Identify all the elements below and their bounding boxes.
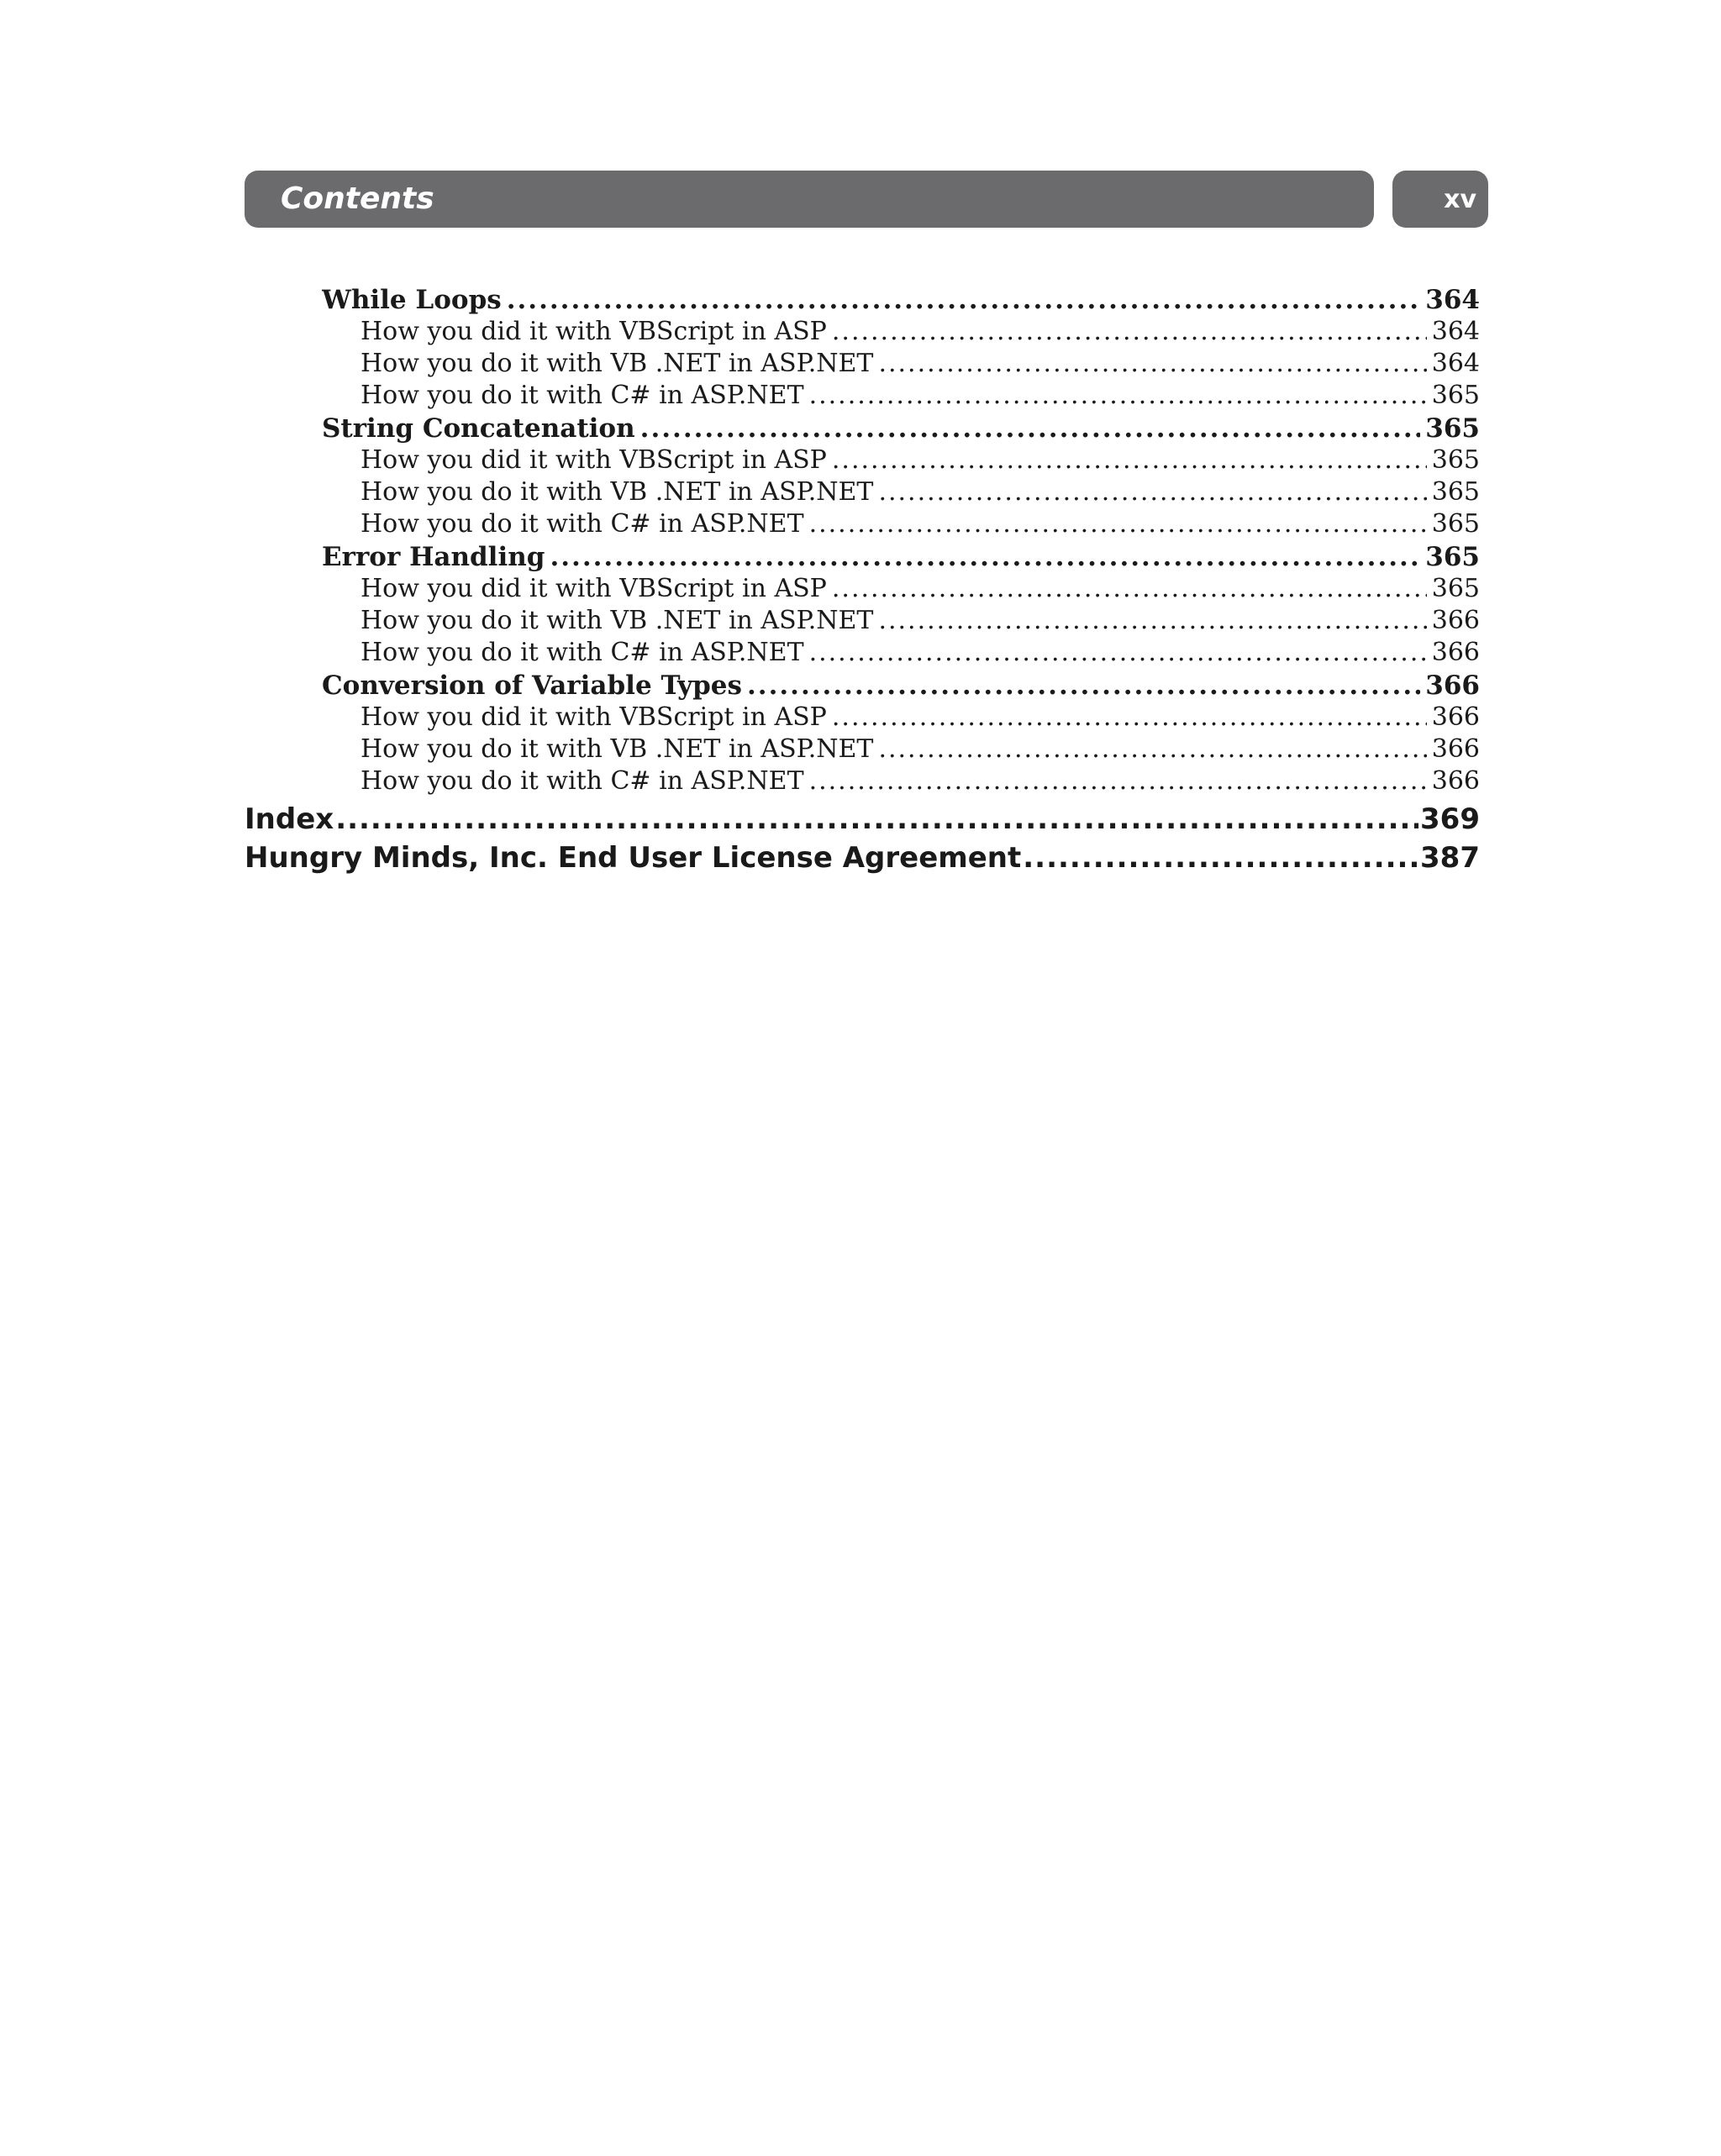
toc-entry-page: 365 — [1431, 574, 1480, 603]
toc-entry-label: How you did it with VBScript in ASP — [361, 574, 827, 603]
toc-entry-page: 365 — [1425, 542, 1480, 572]
dot-leader — [809, 380, 1427, 412]
dot-leader — [878, 605, 1426, 637]
dot-leader — [832, 444, 1427, 476]
toc-entry-page: 387 — [1420, 841, 1480, 875]
toc-entry-page: 365 — [1431, 509, 1480, 539]
toc-entry-page: 366 — [1431, 606, 1480, 635]
dot-leader — [809, 508, 1427, 540]
page-number-badge — [1392, 171, 1488, 228]
toc-entry-page: 366 — [1431, 702, 1480, 732]
dot-leader — [878, 476, 1426, 508]
dot-leader — [747, 670, 1420, 702]
toc-subsection-entry[interactable] — [361, 508, 1480, 540]
dot-leader — [550, 541, 1420, 573]
dot-leader — [640, 413, 1421, 444]
toc-entry-label: While Loops — [322, 285, 502, 315]
toc-section-entry[interactable] — [322, 541, 1480, 573]
toc-entry-label: How you do it with VB .NET in ASP.NET — [361, 477, 874, 507]
dot-leader — [878, 348, 1426, 380]
toc-entry-label: String Concatenation — [322, 413, 635, 444]
toc-subsection-entry[interactable] — [361, 380, 1480, 412]
toc-subsection-entry[interactable] — [361, 476, 1480, 508]
dot-leader — [832, 316, 1427, 348]
toc-entry-label: Error Handling — [322, 542, 545, 572]
toc-entry-label: How you do it with C# in ASP.NET — [361, 509, 804, 539]
dot-leader — [832, 573, 1427, 605]
running-header-title: Contents — [281, 181, 434, 216]
dot-leader — [809, 765, 1427, 797]
running-header-bar — [245, 171, 1374, 228]
toc-entry-page: 365 — [1431, 445, 1480, 475]
toc-section-entry[interactable] — [322, 284, 1480, 316]
toc-subsection-entry[interactable] — [361, 444, 1480, 476]
toc-subsection-entry[interactable] — [361, 573, 1480, 605]
toc-entry-label: How you do it with VB .NET in ASP.NET — [361, 734, 874, 764]
toc-subsection-entry[interactable] — [361, 316, 1480, 348]
toc-subsection-entry[interactable] — [361, 734, 1480, 765]
toc-entry-label: Index — [245, 802, 334, 836]
toc-subsection-entry[interactable] — [361, 702, 1480, 734]
toc-subsection-entry[interactable] — [361, 348, 1480, 380]
toc-entry-page: 369 — [1420, 802, 1480, 836]
dot-leader — [1023, 839, 1418, 876]
toc-entry-page: 364 — [1425, 285, 1480, 315]
toc-chapter-entry[interactable] — [245, 801, 1480, 838]
dot-leader — [809, 637, 1427, 669]
toc-entry-label: How you do it with C# in ASP.NET — [361, 638, 804, 667]
toc-section-entry[interactable] — [322, 413, 1480, 444]
toc-entry-page: 365 — [1431, 381, 1480, 410]
page-number: xv — [1444, 185, 1476, 214]
toc-entry-page: 364 — [1431, 349, 1480, 378]
toc-subsection-entry[interactable] — [361, 637, 1480, 669]
dot-leader — [878, 734, 1426, 765]
dot-leader — [832, 702, 1427, 734]
toc-subsection-entry[interactable] — [361, 765, 1480, 797]
toc-entry-label: How you do it with C# in ASP.NET — [361, 381, 804, 410]
toc-entry-page: 364 — [1431, 317, 1480, 346]
toc-entry-page: 366 — [1431, 766, 1480, 796]
toc-entry-page: 366 — [1431, 734, 1480, 764]
toc-entry-label: How you did it with VBScript in ASP — [361, 445, 827, 475]
dot-leader — [335, 801, 1418, 838]
toc-entry-label: How you do it with VB .NET in ASP.NET — [361, 606, 874, 635]
toc-entry-page: 366 — [1425, 670, 1480, 701]
toc-entry-label: How you do it with VB .NET in ASP.NET — [361, 349, 874, 378]
toc-entry-page: 366 — [1431, 638, 1480, 667]
toc-entry-label: Hungry Minds, Inc. End User License Agreement — [245, 841, 1022, 875]
toc-entry-page: 365 — [1425, 413, 1480, 444]
toc-section-entry[interactable] — [322, 670, 1480, 702]
toc-entry-label: How you did it with VBScript in ASP — [361, 702, 827, 732]
toc-subsection-entry[interactable] — [361, 605, 1480, 637]
toc-entry-page: 365 — [1431, 477, 1480, 507]
toc-entry-label: Conversion of Variable Types — [322, 670, 742, 701]
toc-entry-label: How you do it with C# in ASP.NET — [361, 766, 804, 796]
dot-leader — [507, 284, 1421, 316]
toc-chapter-entry[interactable] — [245, 839, 1480, 876]
toc-entry-label: How you did it with VBScript in ASP — [361, 317, 827, 346]
